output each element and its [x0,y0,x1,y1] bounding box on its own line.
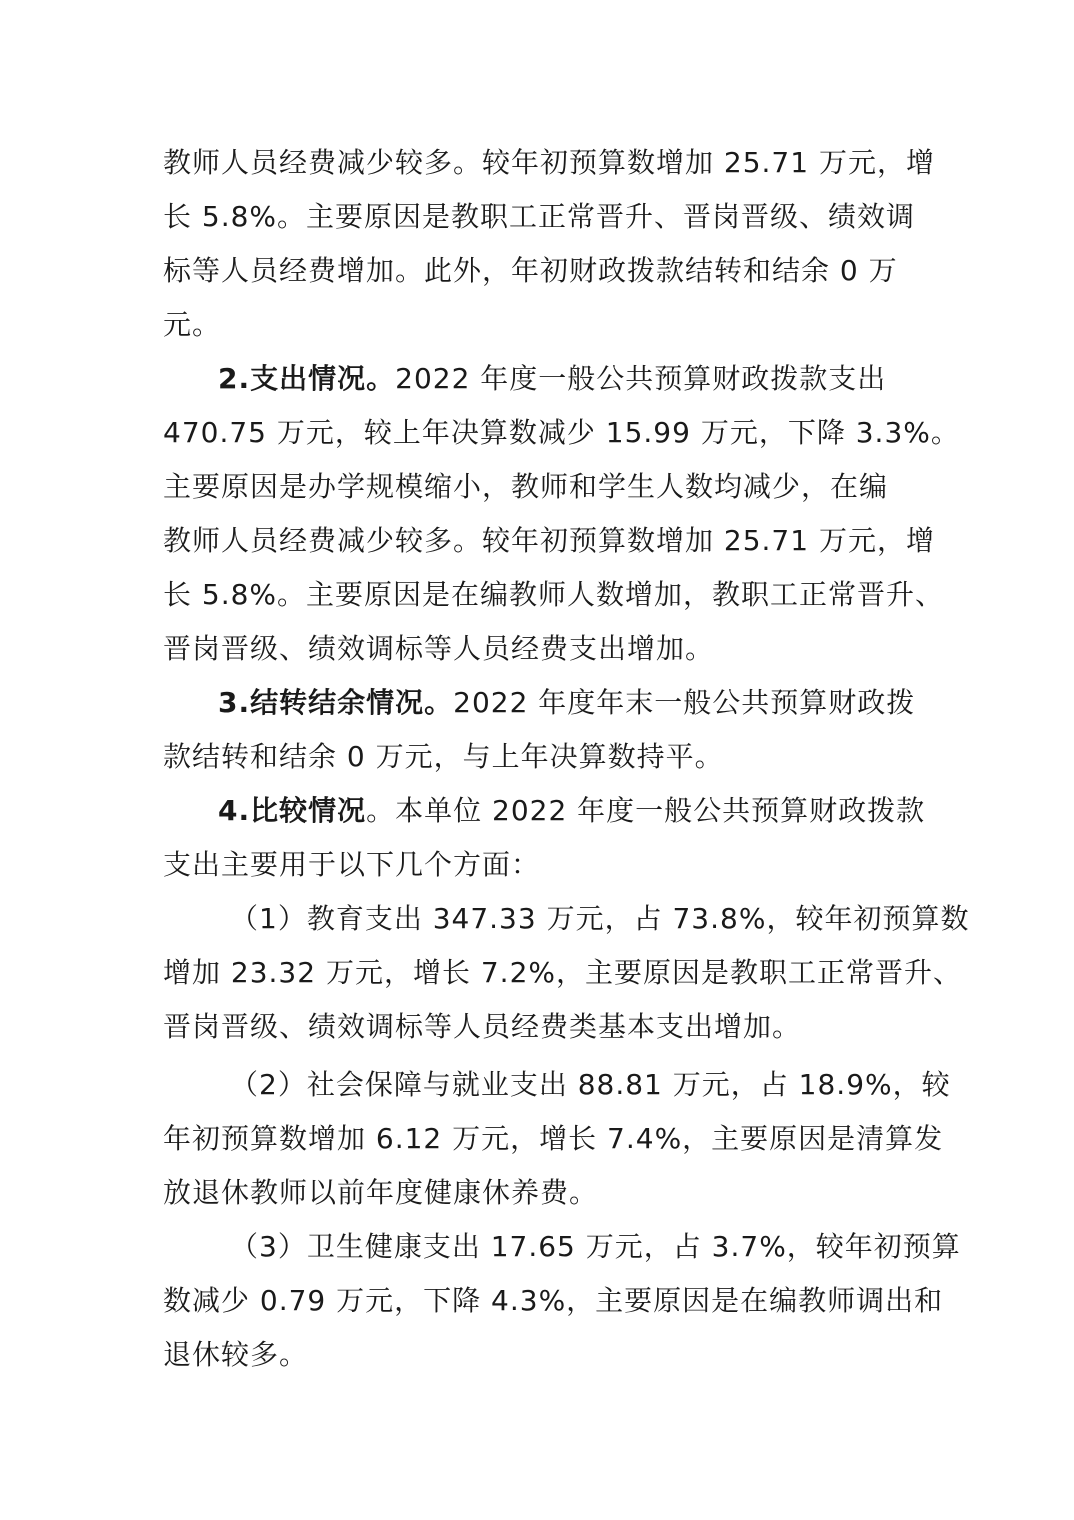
list-item-education: （1）教育支出 347.33 万元，占 73.8%，较年初预算数 [230,902,970,935]
body-line: 教师人员经费减少较多。较年初预算数增加 25.71 万元，增 [163,524,935,557]
body-line: 增加 23.32 万元，增长 7.2%，主要原因是教职工正常晋升、 [163,956,962,989]
section-heading: 3.结转结余情况。 [218,686,454,719]
paragraph-expenditure [218,359,886,399]
body-line: 教师人员经费减少较多。较年初预算数增加 25.71 万元，增 [163,146,935,179]
body-text: 。本单位 2022 年度一般公共预算财政拨款 [366,794,926,827]
body-line: 年初预算数增加 6.12 万元，增长 7.4%，主要原因是清算发 [163,1122,944,1155]
body-text: 2022 年度一般公共预算财政拨款支出 [395,362,887,395]
body-line: 470.75 万元，较上年决算数减少 15.99 万元，下降 3.3%。 [163,416,960,449]
body-line: 长 5.8%。主要原因是在编教师人数增加，教职工正常晋升、 [163,578,945,611]
body-line: 退休较多。 [163,1338,309,1371]
body-line: 晋岗晋级、绩效调标等人员经费支出增加。 [163,632,715,665]
body-line: 支出主要用于以下几个方面： [163,848,541,881]
list-item-social-security: （2）社会保障与就业支出 88.81 万元，占 18.9%，较 [230,1068,951,1101]
body-line: 主要原因是办学规模缩小，教师和学生人数均减少，在编 [163,470,889,503]
body-line: 标等人员经费增加。此外，年初财政拨款结转和结余 0 万 [163,254,898,287]
body-line: 数减少 0.79 万元，下降 4.3%，主要原因是在编教师调出和 [163,1284,944,1317]
list-item-health: （3）卫生健康支出 17.65 万元，占 3.7%，较年初预算 [230,1230,961,1263]
section-heading: 2.支出情况。 [218,362,396,395]
body-line: 元。 [163,308,222,341]
section-heading: 4.比较情况 [218,794,367,827]
body-line: 长 5.8%。主要原因是教职工正常晋升、晋岗晋级、绩效调 [163,200,916,233]
paragraph-comparison [218,791,925,831]
body-line: 款结转和结余 0 万元，与上年决算数持平。 [163,740,724,773]
body-line: 晋岗晋级、绩效调标等人员经费类基本支出增加。 [163,1010,802,1043]
body-line: 放退休教师以前年度健康休养费。 [163,1176,599,1209]
body-text: 2022 年度年末一般公共预算财政拨 [453,686,916,719]
paragraph-carryover [218,683,915,723]
